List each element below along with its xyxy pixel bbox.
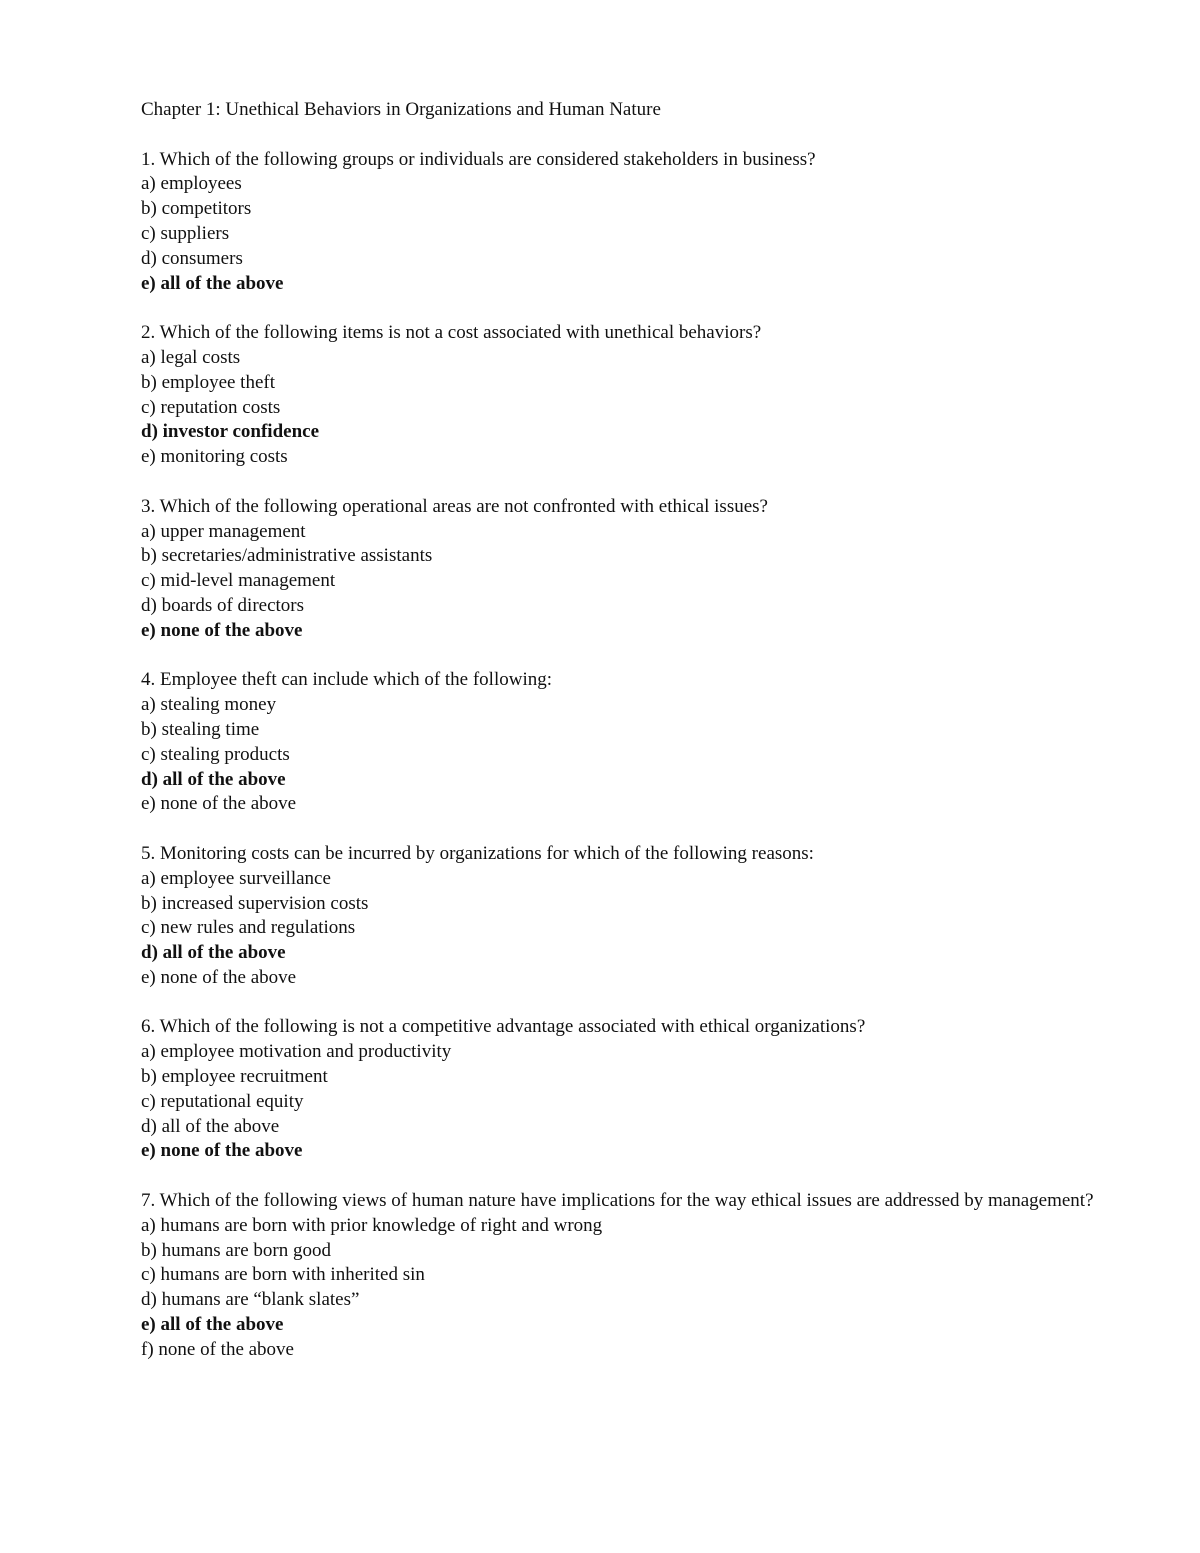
question-1 — [141, 148, 1121, 297]
answer-option: b) competitors — [141, 198, 252, 220]
answer-option: b) humans are born good — [141, 1239, 331, 1261]
answer-option: c) mid-level management — [141, 570, 336, 592]
question-text: 6. Which of the following is not a competitive advantage associated with ethical organizations? — [141, 1016, 866, 1038]
answer-option-correct: d) all of the above — [141, 768, 286, 790]
answer-option: c) reputational equity — [141, 1090, 304, 1112]
answer-option: b) employee theft — [141, 371, 276, 393]
question-text: 5. Monitoring costs can be incurred by organizations for which of the following reasons: — [141, 842, 814, 864]
question-4 — [141, 668, 1121, 817]
answer-option: b) secretaries/administrative assistants — [141, 545, 433, 567]
answer-option: b) stealing time — [141, 718, 260, 740]
answer-option: d) boards of directors — [141, 594, 305, 616]
answer-option: e) none of the above — [141, 966, 297, 988]
answer-option-correct: e) all of the above — [141, 272, 284, 294]
document-title: Chapter 1: Unethical Behaviors in Organizations and Human Nature — [141, 99, 661, 120]
answer-option: d) humans are “blank slates” — [141, 1289, 360, 1311]
question-3 — [141, 495, 1121, 644]
answer-option: a) employees — [141, 173, 242, 195]
answer-option: f) none of the above — [141, 1338, 294, 1360]
answer-option: a) legal costs — [141, 346, 241, 368]
answer-option-correct: e) all of the above — [141, 1314, 284, 1336]
answer-option: d) consumers — [141, 247, 243, 269]
answer-option-correct: d) investor confidence — [141, 421, 320, 443]
question-6 — [141, 1015, 1121, 1164]
answer-option-correct: d) all of the above — [141, 942, 286, 964]
answer-option: a) employee surveillance — [141, 867, 331, 889]
question-text: 3. Which of the following operational areas are not confronted with ethical issues? — [141, 495, 768, 517]
answer-option-correct: e) none of the above — [141, 1140, 303, 1162]
answer-option: c) new rules and regulations — [141, 917, 356, 939]
question-text: 2. Which of the following items is not a cost associated with unethical behaviors? — [141, 322, 762, 344]
answer-option: a) employee motivation and productivity — [141, 1041, 452, 1063]
answer-option: e) none of the above — [141, 793, 297, 815]
answer-option: a) humans are born with prior knowledge of right and wrong — [141, 1214, 603, 1236]
answer-option: c) reputation costs — [141, 396, 281, 418]
answer-option-correct: e) none of the above — [141, 619, 303, 641]
answer-option: c) humans are born with inherited sin — [141, 1264, 425, 1286]
question-7 — [141, 1189, 1121, 1363]
answer-option: d) all of the above — [141, 1115, 280, 1137]
question-5 — [141, 842, 1121, 991]
document-page — [141, 98, 1121, 1387]
question-text: 1. Which of the following groups or individuals are considered stakeholders in business? — [141, 148, 816, 170]
question-text: 7. Which of the following views of human nature have implications for the way ethical issues are addressed by management? — [141, 1190, 1094, 1212]
answer-option: c) suppliers — [141, 222, 230, 244]
answer-option: c) stealing products — [141, 743, 290, 765]
question-list — [141, 148, 1121, 1363]
answer-option: a) upper management — [141, 520, 306, 542]
answer-option: b) increased supervision costs — [141, 892, 369, 914]
question-2 — [141, 321, 1121, 470]
question-text: 4. Employee theft can include which of the following: — [141, 669, 553, 691]
answer-option: a) stealing money — [141, 694, 277, 716]
answer-option: e) monitoring costs — [141, 446, 288, 468]
answer-option: b) employee recruitment — [141, 1066, 328, 1088]
